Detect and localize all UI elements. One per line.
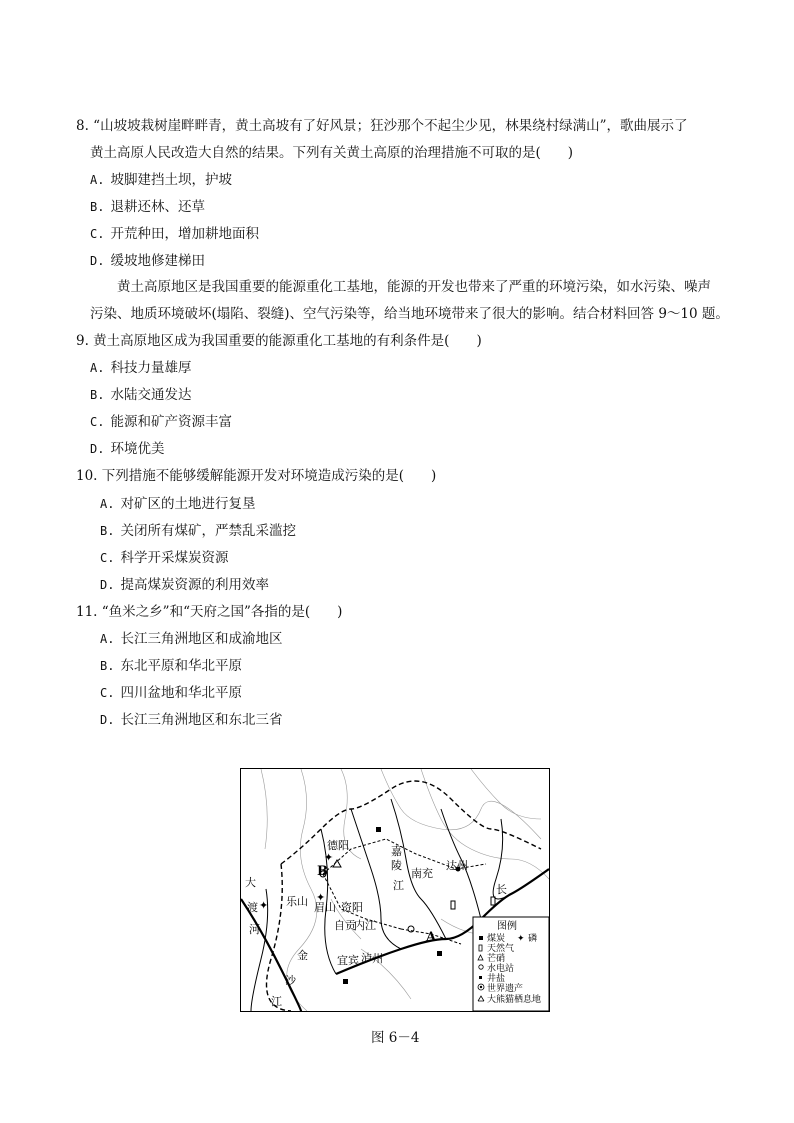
option-text: 退耕还林、还草 (110, 199, 205, 215)
legend-item: 煤炭 (487, 934, 506, 944)
option-label: D. (100, 713, 115, 727)
option-text: 能源和矿产资源丰富 (110, 414, 232, 430)
q8-stem-line2: 黄土高原人民改造大自然的结果。下列有关黄土高原的治理措施不可取的是( ) (90, 145, 574, 161)
place-label: 自贡 (334, 919, 356, 932)
option-text: 缓坡地修建梯田 (110, 253, 205, 269)
option-text: 四川盆地和华北平原 (120, 685, 242, 701)
q10-stem: 10. 下列措施不能够缓解能源开发对环境造成污染的是( ) (76, 468, 437, 484)
legend-well-salt-icon (479, 976, 482, 979)
option-label: B. (90, 200, 105, 214)
q8-option-c (90, 224, 259, 244)
figure-caption: 图 6－4 (371, 1030, 420, 1046)
place-label: 嘉 (391, 845, 402, 858)
sichuan-resource-map (240, 768, 550, 1012)
place-labels (245, 839, 507, 1008)
option-label: C. (100, 686, 115, 700)
legend-item: 磷 (528, 934, 538, 944)
material-line1: 黄土高原地区是我国重要的能源重化工基地，能源的开发也带来了严重的环境污染，如水污染、噪声 (90, 279, 711, 295)
place-label: 资阳 (341, 901, 363, 914)
material-line2: 污染、地质环境破坏(塌陷、裂缝)、空气污染等，给当地环境带来了很大的影响。结合材料回答 9～10 题。 (90, 306, 729, 322)
place-label: 金 (297, 949, 308, 962)
option-label: D. (90, 442, 105, 456)
legend-item: 大熊猫栖息地 (487, 995, 542, 1005)
option-text: 科技力量雄厚 (110, 360, 192, 376)
option-label: D. (90, 254, 105, 268)
q11-option-b (100, 656, 242, 676)
q8-stem-line1: 8. “山坡坡栽树崖畔畔青，黄土高坡有了好风景；狂沙那个不起尘少见，林果绕村绿满山”，歌曲展示了 (76, 118, 688, 134)
q11-option-d (100, 710, 282, 730)
place-label: 达州 (446, 859, 468, 872)
place-label: 长 (496, 883, 507, 896)
q10-option-a (100, 494, 255, 514)
place-label: 渡 (247, 901, 258, 914)
place-label: 江 (393, 879, 404, 892)
q10-option-d (100, 575, 269, 595)
gas-marker (451, 901, 455, 909)
option-text: 坡脚建挡土坝，护坡 (110, 172, 232, 188)
legend-title: 图例 (497, 921, 517, 932)
place-label: 河 (249, 923, 260, 936)
option-text: 对矿区的土地进行复垦 (120, 496, 256, 512)
q11-option-c (100, 683, 242, 703)
legend-item: 井盐 (487, 974, 506, 984)
q8-option-a (90, 170, 232, 190)
option-label: A. (100, 497, 115, 511)
option-text: 科学开采煤炭资源 (120, 550, 229, 566)
place-label: 眉山 (314, 901, 336, 914)
place-label: 陵 (391, 859, 402, 872)
option-text: 水陆交通发达 (110, 387, 192, 403)
option-label: C. (90, 227, 105, 241)
place-label: 内江 (354, 919, 376, 932)
legend-item: 水电站 (487, 964, 515, 974)
option-label: B. (100, 524, 115, 538)
option-label: A. (90, 173, 105, 187)
option-text: 长江三角洲地区和东北三省 (120, 712, 283, 728)
map-svg (241, 769, 549, 1011)
option-text: 东北平原和华北平原 (120, 658, 242, 674)
place-label: 宜宾 (337, 954, 359, 967)
place-label: 德阳 (327, 839, 349, 852)
q10-option-b (100, 521, 296, 541)
q8-option-b (90, 197, 205, 217)
legend-item: 世界遗产 (487, 984, 524, 994)
place-label: 南充 (411, 867, 433, 880)
legend-item: 天然气 (487, 944, 515, 954)
option-label: B. (90, 388, 105, 402)
coal-marker (376, 827, 381, 832)
place-label: 江 (271, 995, 282, 1008)
legend-phosphorus-icon: ✦ (517, 934, 525, 944)
option-label: A. (90, 361, 105, 375)
q11-option-a (100, 629, 282, 649)
q9-option-c (90, 412, 232, 432)
coal-marker (343, 979, 348, 984)
legend-heritage-dot (480, 986, 482, 988)
option-text: 长江三角洲地区和成渝地区 (120, 631, 283, 647)
point-label-b: B (317, 864, 328, 879)
q9-stem: 9. 黄土高原地区成为我国重要的能源重化工基地的有利条件是( ) (76, 333, 482, 349)
option-text: 开荒种田，增加耕地面积 (110, 226, 259, 242)
q9-option-d (90, 439, 164, 459)
option-label: C. (100, 551, 115, 565)
q9-option-b (90, 385, 191, 405)
option-text: 关闭所有煤矿，严禁乱采滥挖 (120, 523, 296, 539)
point-label-a: A (426, 930, 437, 945)
legend-item: 芒硝 (487, 954, 506, 964)
phosphorus-marker: ✦ (316, 891, 326, 904)
map-legend (473, 917, 549, 1011)
q8-option-d (90, 251, 205, 271)
option-label: D. (100, 578, 115, 592)
place-label: 乐山 (286, 895, 308, 908)
phosphorus-marker: ✦ (259, 899, 269, 912)
option-label: B. (100, 659, 115, 673)
place-label: 沙 (285, 974, 296, 987)
gas-marker (491, 897, 495, 905)
q11-stem: 11. “鱼米之乡”和“天府之国”各指的是( ) (76, 604, 343, 620)
phosphorus-marker: ✦ (324, 851, 334, 864)
q9-option-a (90, 358, 191, 378)
place-label: 泸州 (361, 952, 383, 965)
option-label: A. (100, 632, 115, 646)
legend-coal-icon (479, 936, 483, 940)
place-label: 大 (245, 876, 256, 889)
q10-option-c (100, 548, 228, 568)
option-text: 环境优美 (110, 441, 165, 457)
option-text: 提高煤炭资源的利用效率 (120, 577, 269, 593)
coal-marker (437, 951, 442, 956)
option-label: C. (90, 415, 105, 429)
